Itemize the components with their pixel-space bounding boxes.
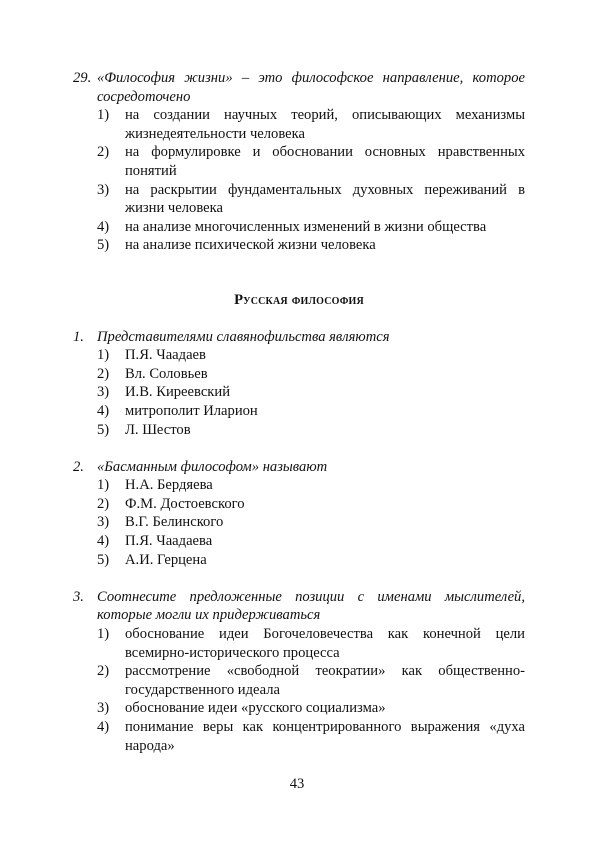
option-number: 1): [97, 107, 110, 124]
option: [97, 532, 525, 551]
spacer: [73, 255, 525, 291]
question-text: Соотнесите предложенные позиции с именами мыслителей, которые могли их придерживаться: [97, 588, 525, 624]
option: [97, 551, 525, 570]
question-text: «Философия жизни» – это философское направление, которое сосредоточено: [97, 70, 525, 105]
option-number: 3): [97, 384, 110, 401]
option: [97, 476, 525, 495]
option: [97, 513, 525, 532]
option-number: 4): [97, 218, 110, 235]
option: [97, 218, 525, 237]
question-3-options: [73, 625, 525, 755]
option-text: на раскрытии фундаментальных духовных переживаний в жизни человека: [125, 181, 525, 217]
option: [97, 662, 525, 699]
option: [97, 402, 525, 421]
question-number: 1.: [73, 328, 84, 345]
option: [97, 143, 525, 180]
option-text: на формулировке и обосновании основных нравственных понятий: [125, 144, 525, 179]
option-text: А.И. Герцена: [125, 551, 207, 568]
option-number: 4): [97, 402, 110, 419]
option: [97, 383, 525, 402]
question-29-options: [73, 106, 525, 255]
question-1-options: [73, 346, 525, 439]
option: [97, 346, 525, 365]
option-text: Ф.М. Достоевского: [125, 495, 245, 512]
option-number: 3): [97, 514, 110, 531]
option-number: 5): [97, 421, 110, 438]
option: [97, 718, 525, 755]
question-text: «Басманным философом» называют: [97, 458, 328, 475]
page-content: [73, 69, 525, 755]
question-1: [73, 328, 525, 347]
option-number: 2): [97, 365, 110, 382]
option-text: П.Я. Чаадаева: [125, 533, 213, 550]
option-number: 2): [97, 663, 110, 680]
option-number: 4): [97, 533, 110, 550]
option: [97, 365, 525, 384]
option: [97, 106, 525, 143]
option: [97, 181, 525, 218]
option-text: митрополит Иларион: [125, 402, 258, 419]
option-text: обоснование идеи Богочеловечества как конечной цели всемирно-исторического процесса: [125, 626, 525, 661]
question-3: [73, 588, 525, 625]
question-number: 29.: [73, 70, 92, 86]
option-text: понимание веры как концентрированного выражения «духа народа»: [125, 719, 525, 754]
question-2: [73, 458, 525, 477]
question-29: [73, 69, 525, 106]
option-number: 5): [97, 237, 110, 254]
page-number: 43: [289, 776, 305, 792]
option-text: рассмотрение «свободной теократии» как общественно-государственного идеала: [125, 663, 525, 698]
spacer: [73, 310, 525, 328]
option-text: И.В. Киреевский: [125, 384, 231, 401]
option-number: 1): [97, 477, 110, 494]
option-number: 5): [97, 551, 110, 568]
option-text: Н.А. Бердяева: [125, 477, 213, 494]
option-text: В.Г. Белинского: [125, 514, 224, 531]
option-number: 1): [97, 626, 110, 643]
option-number: 2): [97, 495, 110, 512]
option-text: П.Я. Чаадаев: [125, 347, 206, 364]
option-number: 1): [97, 347, 110, 364]
option: [97, 699, 525, 718]
question-number: 3.: [73, 588, 84, 605]
option: [97, 421, 525, 440]
spacer: [73, 569, 525, 588]
option-number: 3): [97, 700, 110, 717]
option: [97, 625, 525, 662]
option-text: на анализе психической жизни человека: [125, 237, 376, 254]
section-title: Русская философия: [234, 291, 364, 308]
option-number: 3): [97, 181, 110, 198]
question-number: 2.: [73, 458, 84, 475]
option-text: на создании научных теорий, описывающих механизмы жизнедеятельности человека: [125, 107, 525, 142]
option-text: на анализе многочисленных изменений в жизни общества: [125, 218, 487, 235]
option-number: 4): [97, 719, 110, 735]
option: [97, 236, 525, 255]
option-text: Л. Шестов: [125, 421, 191, 438]
option-text: обоснование идеи «русского социализма»: [125, 700, 386, 717]
option-text: Вл. Соловьев: [125, 365, 208, 382]
question-text: Представителями славянофильства являются: [97, 328, 390, 345]
option: [97, 495, 525, 514]
spacer: [73, 439, 525, 458]
question-2-options: [73, 476, 525, 569]
option-number: 2): [97, 144, 110, 161]
